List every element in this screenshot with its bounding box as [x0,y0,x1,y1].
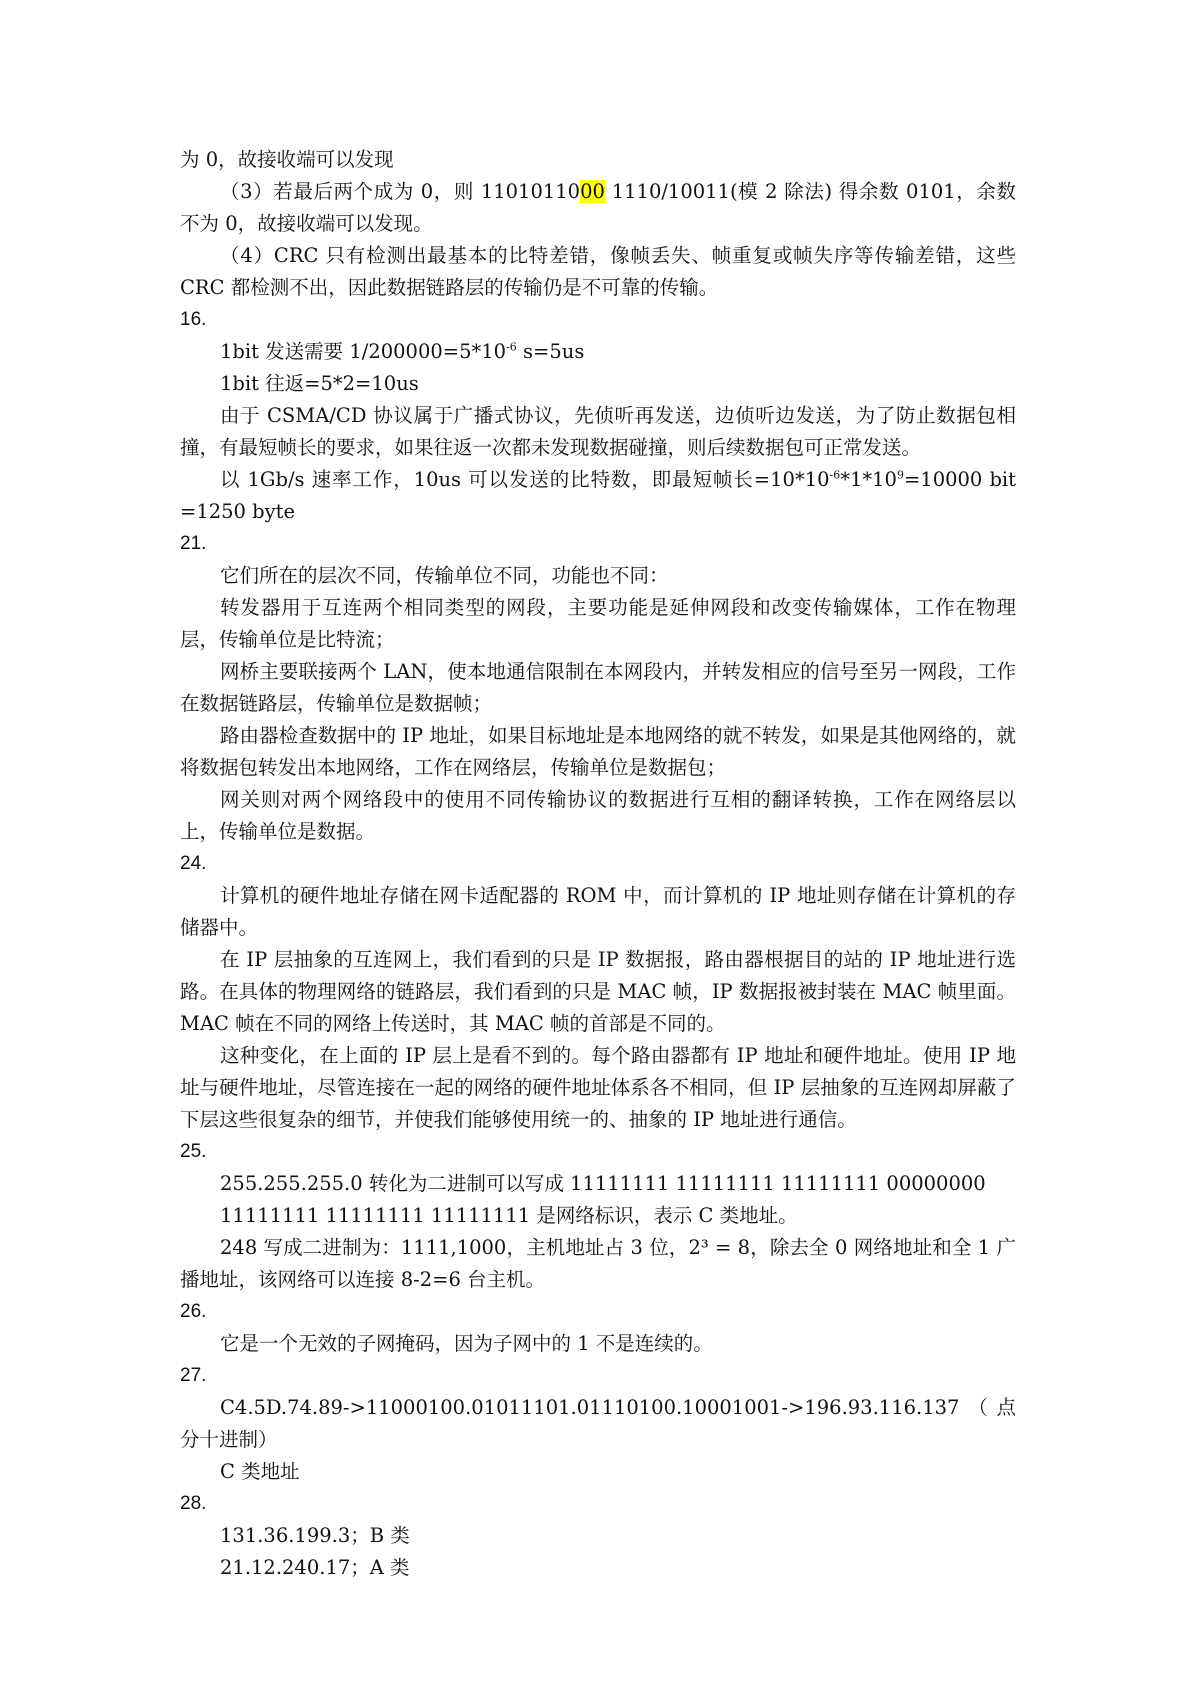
text-run: 1bit 发送需要 1/200000=5*10 [220,340,507,363]
paragraph: 1bit 往返=5*2=10us [220,372,419,395]
question-number: 25. [180,1141,207,1162]
superscript: 9 [896,468,904,482]
paragraph [180,464,1016,528]
paragraph: 网关则对两个网络段中的使用不同传输协议的数据进行互相的翻译转换，工作在网络层以上，传输单位是数据。 [180,788,1016,843]
paragraph: 255.255.255.0 转化为二进制可以写成 11111111 11111111 11111111 00000000 [220,1172,986,1195]
document-body [180,144,1016,1584]
paragraph: 在 IP 层抽象的互连网上，我们看到的只是 IP 数据报，路由器根据目的站的 IP 地址进行选路。在具体的物理网络的链路层，我们看到的只是 MAC 帧，IP 数据报被封装在 MAC 帧里面。MAC 帧在不同的网络上传送时，其 MAC 帧的首部是不同的。 [180,948,1016,1035]
paragraph: C 类地址 [220,1460,300,1483]
paragraph: 这种变化，在上面的 IP 层上是看不到的。每个路由器都有 IP 地址和硬件地址。使用 IP 地址与硬件地址，尽管连接在一起的网络的硬件地址体系各不相同，但 IP 层抽象的互连网却屏蔽了下层这些很复杂的细节，并使我们能够使用统一的、抽象的 IP 地址进行通信。 [180,1044,1016,1131]
question-number: 27. [180,1365,207,1386]
paragraph: 路由器检查数据中的 IP 地址，如果目标地址是本地网络的就不转发，如果是其他网络的，就将数据包转发出本地网络，工作在网络层，传输单位是数据包； [180,724,1016,779]
question-number: 26. [180,1301,207,1322]
paragraph: 转发器用于互连两个相同类型的网段，主要功能是延伸网段和改变传输媒体，工作在物理层，传输单位是比特流； [180,596,1016,651]
paragraph: 131.36.199.3；B 类 [220,1524,410,1547]
paragraph: C4.5D.74.89->11000100.01011101.01110100.10001001->196.93.116.137（点分十进制） [180,1396,1016,1451]
text-run: s=5us [516,340,585,363]
paragraph [180,336,1016,368]
paragraph: 网桥主要联接两个 LAN，使本地通信限制在本网段内，并转发相应的信号至另一网段，工作在数据链路层，传输单位是数据帧； [180,660,1016,715]
paragraph: 为 0，故接收端可以发现 [180,148,394,171]
text-run: =10000 bit =1250 byte [180,468,1016,523]
question-number: 21. [180,533,207,554]
text-run: *1*10 [840,468,897,491]
paragraph: 248 写成二进制为：1111,1000，主机地址占 3 位，2³ = 8，除去全 0 网络地址和全 1 广播地址，该网络可以连接 8-2=6 台主机。 [180,1236,1016,1291]
text-run: 1110/10011(模 2 除法) 得余数 0101，余数不为 0，故接收端可以发现。 [180,180,1017,235]
paragraph [180,176,1016,240]
superscript: -6 [829,468,841,482]
paragraph: 21.12.240.17；A 类 [220,1556,410,1579]
paragraph: 它是一个无效的子网掩码，因为子网中的 1 不是连续的。 [220,1332,713,1355]
question-number: 28. [180,1493,207,1514]
superscript: -6 [506,340,517,354]
question-number: 16. [180,309,207,330]
text-run: 以 1Gb/s 速率工作，10us 可以发送的比特数，即最短帧长=10*10 [220,468,830,491]
paragraph: （4）CRC 只有检测出最基本的比特差错，像帧丢失、帧重复或帧失序等传输差错，这些 CRC 都检测不出，因此数据链路层的传输仍是不可靠的传输。 [180,244,1016,299]
paragraph: 计算机的硬件地址存储在网卡适配器的 ROM 中，而计算机的 IP 地址则存储在计算机的存储器中。 [180,884,1016,939]
paragraph: 由于 CSMA/CD 协议属于广播式协议，先侦听再发送，边侦听边发送，为了防止数据包相撞，有最短帧长的要求，如果往返一次都未发现数据碰撞，则后续数据包可正常发送。 [180,404,1016,459]
question-number: 24. [180,853,207,874]
highlighted-text: 00 [580,180,605,203]
paragraph: 它们所在的层次不同，传输单位不同，功能也不同： [220,564,669,587]
paragraph: 11111111 11111111 11111111 是网络标识，表示 C 类地址。 [220,1204,798,1227]
text-run: （3）若最后两个成为 0，则 11010110 [220,180,581,203]
